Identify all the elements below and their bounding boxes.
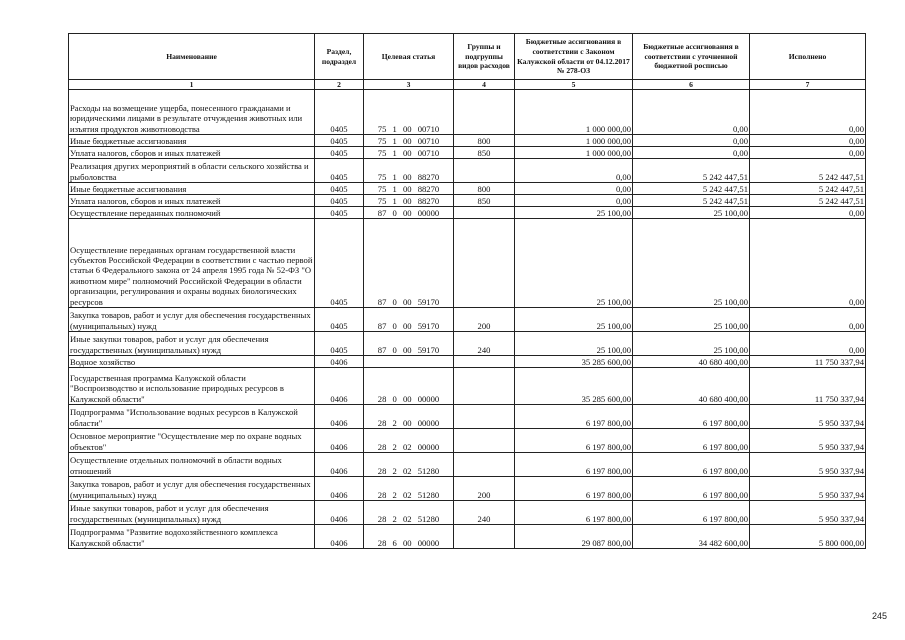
row-name: Закупка товаров, работ и услуг для обеспечения государственных (муниципальных) нужд xyxy=(69,477,315,501)
row-executed-amount: 5 950 337,94 xyxy=(750,405,866,429)
row-section: 0405 xyxy=(315,90,364,135)
row-executed-amount: 5 950 337,94 xyxy=(750,501,866,525)
row-refined-amount: 25 100,00 xyxy=(633,207,750,219)
budget-execution-table xyxy=(68,33,866,549)
row-section: 0406 xyxy=(315,368,364,405)
table-row xyxy=(69,147,866,159)
row-approved-amount: 0,00 xyxy=(515,159,633,183)
column-number: 4 xyxy=(454,80,515,90)
row-name: Осуществление переданных полномочий xyxy=(69,207,315,219)
row-name: Подпрограмма "Использование водных ресурсов в Калужской области" xyxy=(69,405,315,429)
row-refined-amount: 6 197 800,00 xyxy=(633,405,750,429)
row-executed-amount: 5 242 447,51 xyxy=(750,159,866,183)
column-number: 7 xyxy=(750,80,866,90)
row-refined-amount: 0,00 xyxy=(633,147,750,159)
header-approved-assignments: Бюджетные ассигнования в соответствии с Законом Калужской области от 04.12.2017 № 278-ОЗ xyxy=(515,34,633,80)
row-expense-group: 850 xyxy=(454,147,515,159)
row-executed-amount: 5 242 447,51 xyxy=(750,183,866,195)
row-name: Подпрограмма "Развитие водохозяйственного комплекса Калужской области" xyxy=(69,525,315,549)
header-executed: Исполнено xyxy=(750,34,866,80)
row-target-article: 75 1 00 00710 xyxy=(364,90,454,135)
row-refined-amount: 25 100,00 xyxy=(633,308,750,332)
row-section: 0405 xyxy=(315,195,364,207)
table-row xyxy=(69,368,866,405)
header-section: Раздел, подраздел xyxy=(315,34,364,80)
table-row xyxy=(69,429,866,453)
row-approved-amount: 6 197 800,00 xyxy=(515,501,633,525)
row-expense-group: 240 xyxy=(454,501,515,525)
row-expense-group: 200 xyxy=(454,477,515,501)
row-approved-amount: 29 087 800,00 xyxy=(515,525,633,549)
row-executed-amount: 5 950 337,94 xyxy=(750,453,866,477)
row-name: Уплата налогов, сборов и иных платежей xyxy=(69,147,315,159)
row-target-article: 28 2 02 51280 xyxy=(364,501,454,525)
row-refined-amount: 6 197 800,00 xyxy=(633,429,750,453)
table-row xyxy=(69,356,866,368)
row-name: Иные бюджетные ассигнования xyxy=(69,135,315,147)
table-row xyxy=(69,453,866,477)
row-approved-amount: 6 197 800,00 xyxy=(515,405,633,429)
row-refined-amount: 40 680 400,00 xyxy=(633,356,750,368)
table-row xyxy=(69,525,866,549)
row-target-article: 28 2 02 51280 xyxy=(364,477,454,501)
row-expense-group: 800 xyxy=(454,135,515,147)
row-approved-amount: 1 000 000,00 xyxy=(515,135,633,147)
row-section: 0406 xyxy=(315,405,364,429)
table-row xyxy=(69,90,866,135)
row-target-article: 75 1 00 00710 xyxy=(364,135,454,147)
row-name: Иные закупки товаров, работ и услуг для обеспечения государственных (муниципальных) нужд xyxy=(69,501,315,525)
table-row xyxy=(69,207,866,219)
column-number: 1 xyxy=(69,80,315,90)
row-target-article: 75 1 00 88270 xyxy=(364,183,454,195)
column-number: 3 xyxy=(364,80,454,90)
row-target-article: 75 1 00 88270 xyxy=(364,195,454,207)
table-row xyxy=(69,135,866,147)
table-row xyxy=(69,332,866,356)
row-section: 0406 xyxy=(315,525,364,549)
row-executed-amount: 5 950 337,94 xyxy=(750,429,866,453)
row-target-article: 87 0 00 00000 xyxy=(364,207,454,219)
row-executed-amount: 0,00 xyxy=(750,147,866,159)
row-executed-amount: 0,00 xyxy=(750,332,866,356)
column-number: 2 xyxy=(315,80,364,90)
row-executed-amount: 5 950 337,94 xyxy=(750,477,866,501)
header-target-article: Целевая статья xyxy=(364,34,454,80)
row-executed-amount: 0,00 xyxy=(750,207,866,219)
table-row xyxy=(69,477,866,501)
row-target-article: 87 0 00 59170 xyxy=(364,308,454,332)
row-expense-group: 240 xyxy=(454,332,515,356)
row-expense-group xyxy=(454,525,515,549)
row-expense-group xyxy=(454,219,515,308)
row-executed-amount: 5 242 447,51 xyxy=(750,195,866,207)
row-name: Иные закупки товаров, работ и услуг для обеспечения государственных (муниципальных) нужд xyxy=(69,332,315,356)
row-section: 0405 xyxy=(315,159,364,183)
row-target-article: 87 0 00 59170 xyxy=(364,219,454,308)
row-refined-amount: 6 197 800,00 xyxy=(633,501,750,525)
row-approved-amount: 6 197 800,00 xyxy=(515,477,633,501)
row-section: 0405 xyxy=(315,147,364,159)
row-executed-amount: 11 750 337,94 xyxy=(750,368,866,405)
row-refined-amount: 40 680 400,00 xyxy=(633,368,750,405)
row-target-article: 75 1 00 00710 xyxy=(364,147,454,159)
row-section: 0406 xyxy=(315,356,364,368)
row-refined-amount: 25 100,00 xyxy=(633,219,750,308)
row-section: 0405 xyxy=(315,135,364,147)
row-target-article xyxy=(364,356,454,368)
row-expense-group: 200 xyxy=(454,308,515,332)
row-section: 0405 xyxy=(315,219,364,308)
row-executed-amount: 5 800 000,00 xyxy=(750,525,866,549)
row-approved-amount: 25 100,00 xyxy=(515,219,633,308)
row-name: Государственная программа Калужской области "Воспроизводство и использование природных ресурсов в Калужской области" xyxy=(69,368,315,405)
row-refined-amount: 5 242 447,51 xyxy=(633,183,750,195)
row-name: Уплата налогов, сборов и иных платежей xyxy=(69,195,315,207)
row-approved-amount: 25 100,00 xyxy=(515,207,633,219)
row-approved-amount: 0,00 xyxy=(515,195,633,207)
row-section: 0406 xyxy=(315,477,364,501)
row-expense-group: 850 xyxy=(454,195,515,207)
row-section: 0405 xyxy=(315,207,364,219)
row-refined-amount: 5 242 447,51 xyxy=(633,195,750,207)
row-approved-amount: 35 285 600,00 xyxy=(515,368,633,405)
row-refined-amount: 0,00 xyxy=(633,135,750,147)
table-row xyxy=(69,405,866,429)
header-name: Наименование xyxy=(69,34,315,80)
row-name: Расходы на возмещение ущерба, понесенного гражданами и юридическими лицами в результате отчуждения животных или изъятия продуктов животноводства xyxy=(69,90,315,135)
row-refined-amount: 25 100,00 xyxy=(633,332,750,356)
page-number: 245 xyxy=(871,611,887,621)
table-row xyxy=(69,183,866,195)
row-expense-group xyxy=(454,453,515,477)
row-name: Реализация других мероприятий в области сельского хозяйства и рыболовства xyxy=(69,159,315,183)
row-expense-group: 800 xyxy=(454,183,515,195)
row-target-article: 28 6 00 00000 xyxy=(364,525,454,549)
row-approved-amount: 25 100,00 xyxy=(515,308,633,332)
row-section: 0405 xyxy=(315,183,364,195)
row-expense-group xyxy=(454,90,515,135)
row-name: Водное хозяйство xyxy=(69,356,315,368)
row-approved-amount: 25 100,00 xyxy=(515,332,633,356)
row-name: Закупка товаров, работ и услуг для обеспечения государственных (муниципальных) нужд xyxy=(69,308,315,332)
row-target-article: 87 0 00 59170 xyxy=(364,332,454,356)
row-refined-amount: 34 482 600,00 xyxy=(633,525,750,549)
table-row xyxy=(69,501,866,525)
row-executed-amount: 11 750 337,94 xyxy=(750,356,866,368)
row-section: 0405 xyxy=(315,308,364,332)
row-expense-group xyxy=(454,207,515,219)
row-section: 0405 xyxy=(315,332,364,356)
column-number-row xyxy=(69,80,866,90)
row-executed-amount: 0,00 xyxy=(750,308,866,332)
row-expense-group xyxy=(454,368,515,405)
row-approved-amount: 1 000 000,00 xyxy=(515,147,633,159)
row-target-article: 28 2 02 00000 xyxy=(364,429,454,453)
table-row xyxy=(69,159,866,183)
row-refined-amount: 0,00 xyxy=(633,90,750,135)
row-name: Осуществление отдельных полномочий в области водных отношений xyxy=(69,453,315,477)
row-executed-amount: 0,00 xyxy=(750,219,866,308)
table-row xyxy=(69,308,866,332)
row-name: Иные бюджетные ассигнования xyxy=(69,183,315,195)
row-approved-amount: 35 285 600,00 xyxy=(515,356,633,368)
row-target-article: 28 0 00 00000 xyxy=(364,368,454,405)
header-row xyxy=(69,34,866,80)
row-executed-amount: 0,00 xyxy=(750,90,866,135)
row-target-article: 28 2 00 00000 xyxy=(364,405,454,429)
row-name: Основное мероприятие "Осуществление мер по охране водных объектов" xyxy=(69,429,315,453)
header-refined-assignments: Бюджетные ассигнования в соответствии с уточненной бюджетной росписью xyxy=(633,34,750,80)
table-row xyxy=(69,195,866,207)
row-approved-amount: 1 000 000,00 xyxy=(515,90,633,135)
row-refined-amount: 5 242 447,51 xyxy=(633,159,750,183)
row-expense-group xyxy=(454,405,515,429)
row-executed-amount: 0,00 xyxy=(750,135,866,147)
row-target-article: 28 2 02 51280 xyxy=(364,453,454,477)
row-target-article: 75 1 00 88270 xyxy=(364,159,454,183)
row-refined-amount: 6 197 800,00 xyxy=(633,453,750,477)
row-section: 0406 xyxy=(315,429,364,453)
row-approved-amount: 0,00 xyxy=(515,183,633,195)
row-expense-group xyxy=(454,356,515,368)
row-section: 0406 xyxy=(315,453,364,477)
row-name: Осуществление переданных органам государственной власти субъектов Российской Федерации в соответствии с частью первой статьи 6 Федерального закона от 24 апреля 1995 года № 52-ФЗ "О животном мире" полномочий Российской Федерации в области организации, регулирования и охраны водных биологических ресурсов xyxy=(69,219,315,308)
table-row xyxy=(69,219,866,308)
row-expense-group xyxy=(454,159,515,183)
header-expense-group: Группы и подгруппы видов расходов xyxy=(454,34,515,80)
row-section: 0406 xyxy=(315,501,364,525)
row-approved-amount: 6 197 800,00 xyxy=(515,453,633,477)
row-approved-amount: 6 197 800,00 xyxy=(515,429,633,453)
row-refined-amount: 6 197 800,00 xyxy=(633,477,750,501)
row-expense-group xyxy=(454,429,515,453)
column-number: 5 xyxy=(515,80,633,90)
column-number: 6 xyxy=(633,80,750,90)
